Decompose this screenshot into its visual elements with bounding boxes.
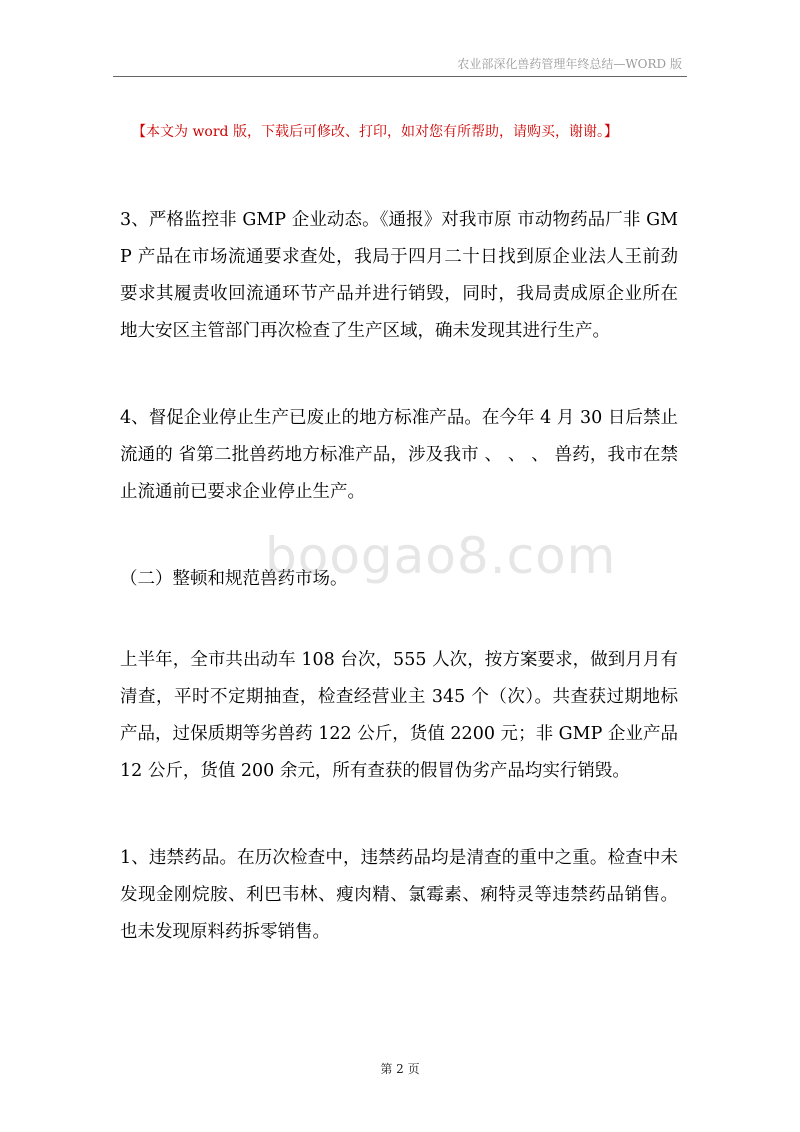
paragraph-inspection-summary: 上半年，全市共出动车 108 台次，555 人次，按方案要求，做到月月有清查，平时不定期抽查，检查经营业主 345 个（次）。共查获过期地标产品，过保质期等劣兽药 122 公斤，货值 2200 元；非 GMP 企业产品 12 公斤，货值 200 余元，所有查获的假冒伪劣产品均实行销毁。	[120, 650, 678, 781]
document-header-title: 农业部深化兽药管理年终总结—WORD 版	[457, 57, 682, 71]
watermark: boogao8.com	[265, 527, 617, 585]
section-heading-market-regulation: （二）整顿和规范兽药市场。	[120, 569, 348, 589]
paragraph-gmp-monitoring: 3、严格监控非 GMP 企业动态。《通报》对我市原 市动物药品厂非 GMP 产品在市场流通要求查处，我局于四月二十日找到原企业法人王前劲要求其履责收回流通环节产品并进行销毁，同时，我局责成原企业所在地大安区主管部门再次检查了生产区域，确未发现其进行生产。	[120, 210, 678, 341]
header-divider	[113, 76, 687, 77]
paragraph-local-standard-products: 4、督促企业停止生产已废止的地方标准产品。在今年 4 月 30 日后禁止流通的 省第二批兽药地方标准产品，涉及我市 、 、 、 兽药，我市在禁止流通前已要求企业停止生产。	[120, 408, 678, 502]
document-body	[120, 202, 678, 1001]
word-version-notice: 【本文为 word 版，下载后可修改、打印，如对您有所帮助，请购买，谢谢。】	[132, 124, 618, 140]
page-number: 第 2 页	[380, 1062, 420, 1076]
paragraph-prohibited-drugs: 1、违禁药品。在历次检查中，违禁药品均是清查的重中之重。检查中未发现金刚烷胺、利巴韦林、瘦肉精、氯霉素、痢特灵等违禁药品销售。也未发现原料药拆零销售。	[120, 848, 678, 942]
